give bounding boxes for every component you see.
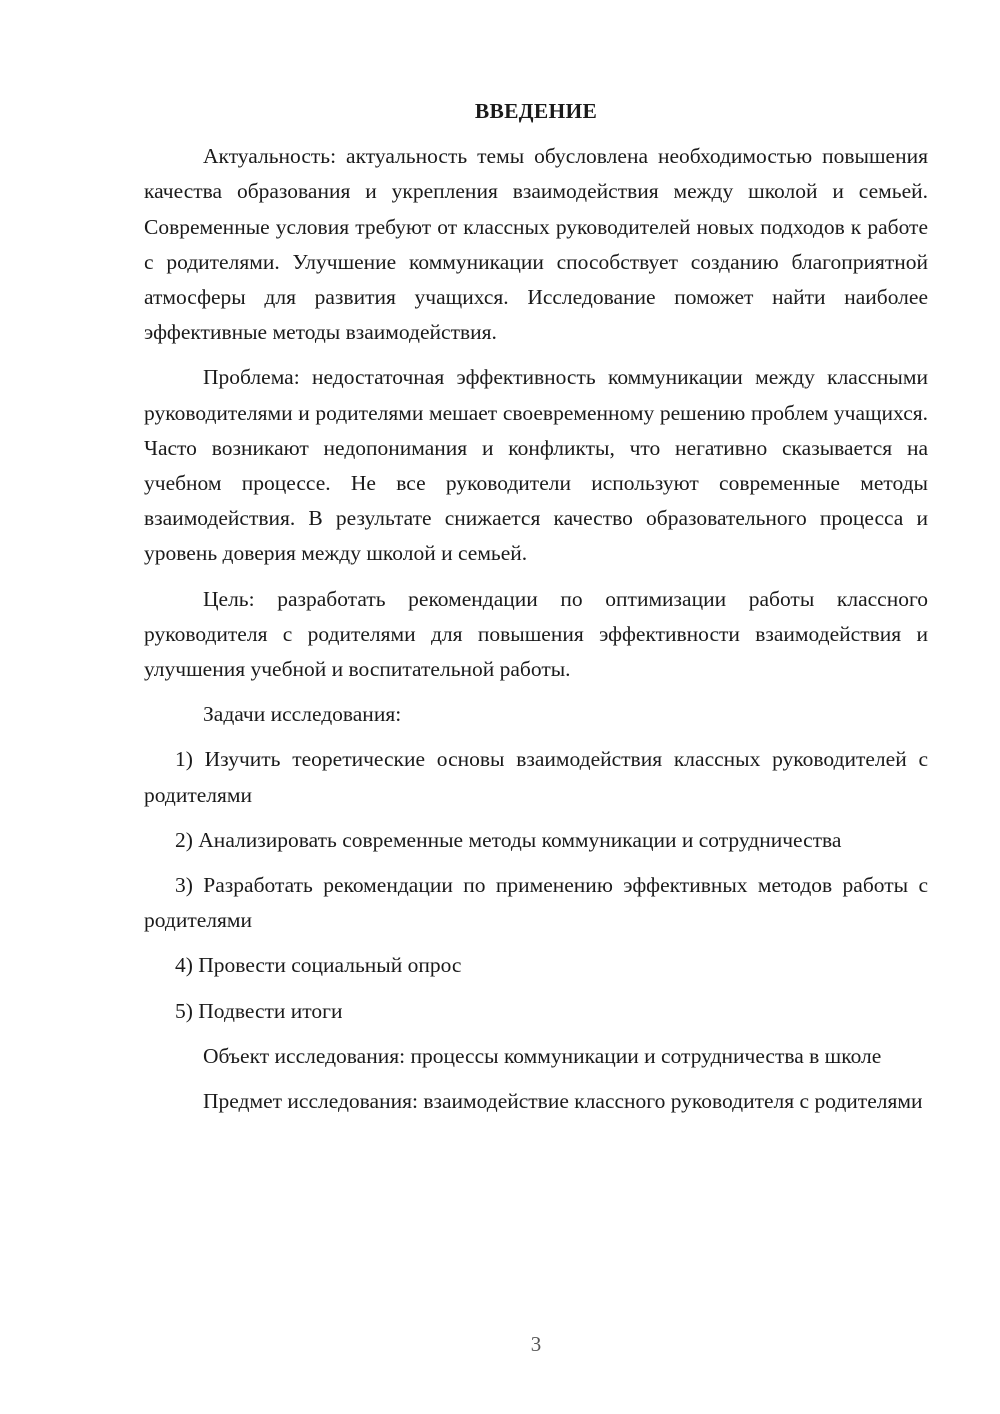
list-item: 4) Провести социальный опрос (175, 953, 462, 978)
paragraph-goal: Цель: разработать рекомендации по оптимизации работы классного руководителя с родителями для повышения эффективности взаимодействия и улучшения учебной и воспитательной работы. (144, 586, 928, 682)
list-item: 1) Изучить теоретические основы взаимодействия классных руководителей с родителями (144, 747, 928, 807)
paragraph-problem: Проблема: недостаточная эффективность коммуникации между классными руководителями и родителями мешает своевременному решению проблем учащихся. Часто возникают недопонимания и конфликты, что негативно сказывается на учебном процессе. Не все руководители используют современные методы взаимодействия. В результате снижается качество образовательного процесса и уровень доверия между школой и семьей. (144, 365, 928, 566)
section-title: ВВЕДЕНИЕ (474, 99, 598, 123)
paragraph-object: Объект исследования: процессы коммуникации и сотрудничества в школе (203, 1043, 882, 1068)
paragraph-tasks-heading: Задачи исследования: (203, 702, 402, 727)
list-item: 3) Разработать рекомендации по применению эффективных методов работы с родителями (144, 873, 928, 933)
paragraph-subject: Предмет исследования: взаимодействие классного руководителя с родителями (203, 1089, 923, 1114)
list-item: 5) Подвести итоги (175, 998, 343, 1023)
list-item: 2) Анализировать современные методы коммуникации и сотрудничества (175, 827, 842, 852)
paragraph-relevance: Актуальность: актуальность темы обусловлена необходимостью повышения качества образования и укрепления взаимодействия между школой и семьей. Современные условия требуют от классных руководителей новых подходов к работе с родителями. Улучшение коммуникации способствует созданию благоприятной атмосферы для развития учащихся. Исследование поможет найти наиболее эффективные методы взаимодействия. (144, 144, 928, 345)
page-number: 3 (530, 1332, 542, 1356)
document-page (144, 94, 928, 1129)
